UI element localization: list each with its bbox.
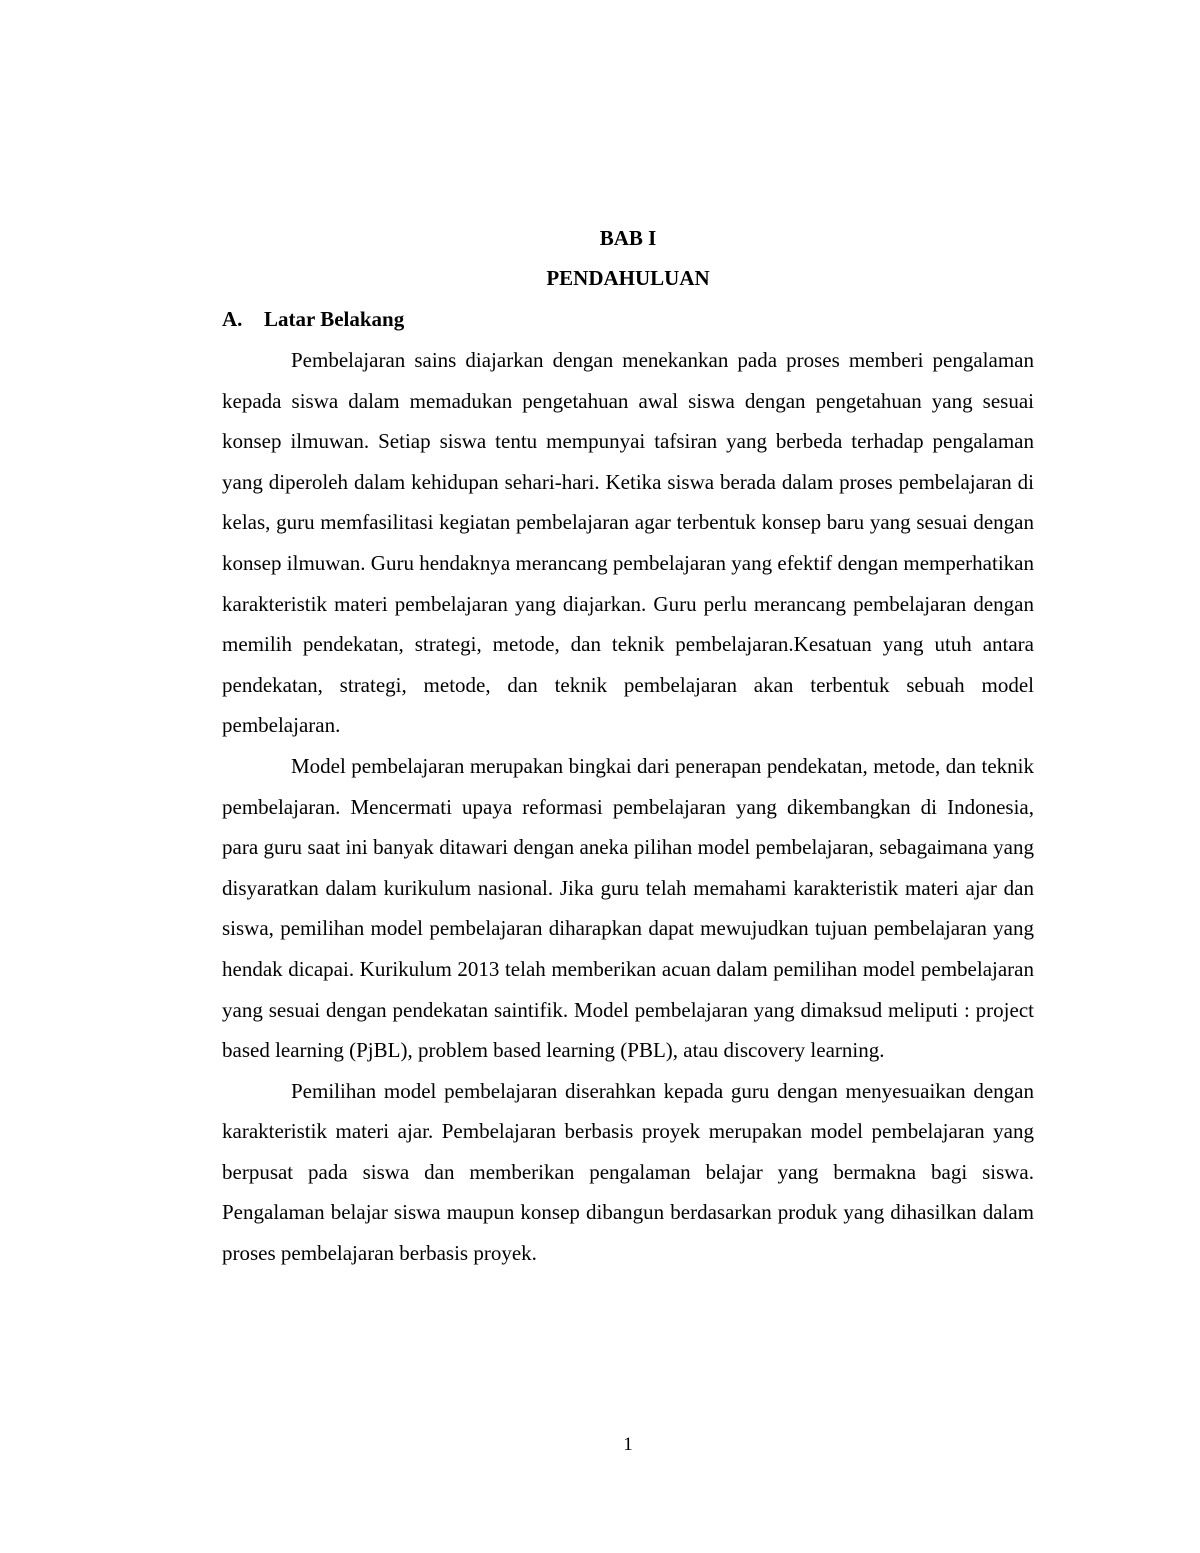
chapter-title: PENDAHULUAN <box>546 266 710 290</box>
paragraph: Model pembelajaran merupakan bingkai dari penerapan pendekatan, metode, dan teknik pembelajaran. Mencermati upaya reformasi pembelajaran yang dikembangkan di Indonesia, para guru saat ini banyak ditawari dengan aneka pilihan model pembelajaran, sebagaimana yang disyaratkan dalam kurikulum nasional. Jika guru telah memahami karakteristik materi ajar dan siswa, pemilihan model pembelajaran diharapkan dapat mewujudkan tujuan pembelajaran yang hendak dicapai. Kurikulum 2013 telah memberikan acuan dalam pemilihan model pembelajaran yang sesuai dengan pendekatan saintifik. Model pembelajaran yang dimaksud meliputi : project based learning (PjBL), problem based learning (PBL), atau discovery learning. <box>222 753 1034 1063</box>
paragraph: Pemilihan model pembelajaran diserahkan kepada guru dengan menyesuaikan dengan karakteristik materi ajar. Pembelajaran berbasis proyek merupakan model pembelajaran yang berpusat pada siswa dan memberikan pengalaman belajar yang bermakna bagi siswa. Pengalaman belajar siswa maupun konsep dibangun berdasarkan produk yang dihasilkan dalam proses pembelajaran berbasis proyek. <box>222 1078 1034 1266</box>
body-text <box>222 340 1034 1274</box>
page-number: 1 <box>623 1434 633 1455</box>
chapter-number: BAB I <box>599 226 657 250</box>
paragraph: Pembelajaran sains diajarkan dengan menekankan pada proses memberi pengalaman kepada siswa dalam memadukan pengetahuan awal siswa dengan pengetahuan yang sesuai konsep ilmuwan. Setiap siswa tentu mempunyai tafsiran yang berbeda terhadap pengalaman yang diperoleh dalam kehidupan sehari-hari. Ketika siswa berada dalam proses pembelajaran di kelas, guru memfasilitasi kegiatan pembelajaran agar terbentuk konsep baru yang sesuai dengan konsep ilmuwan. Guru hendaknya merancang pembelajaran yang efektif dengan memperhatikan karakteristik materi pembelajaran yang diajarkan. Guru perlu merancang pembelajaran dengan memilih pendekatan, strategi, metode, dan teknik pembelajaran.Kesatuan yang utuh antara pendekatan, strategi, metode, dan teknik pembelajaran akan terbentuk sebuah model pembelajaran. <box>222 348 1034 738</box>
section-letter: A. <box>222 307 243 331</box>
section-heading <box>222 305 404 333</box>
section-title: Latar Belakang <box>264 307 405 331</box>
